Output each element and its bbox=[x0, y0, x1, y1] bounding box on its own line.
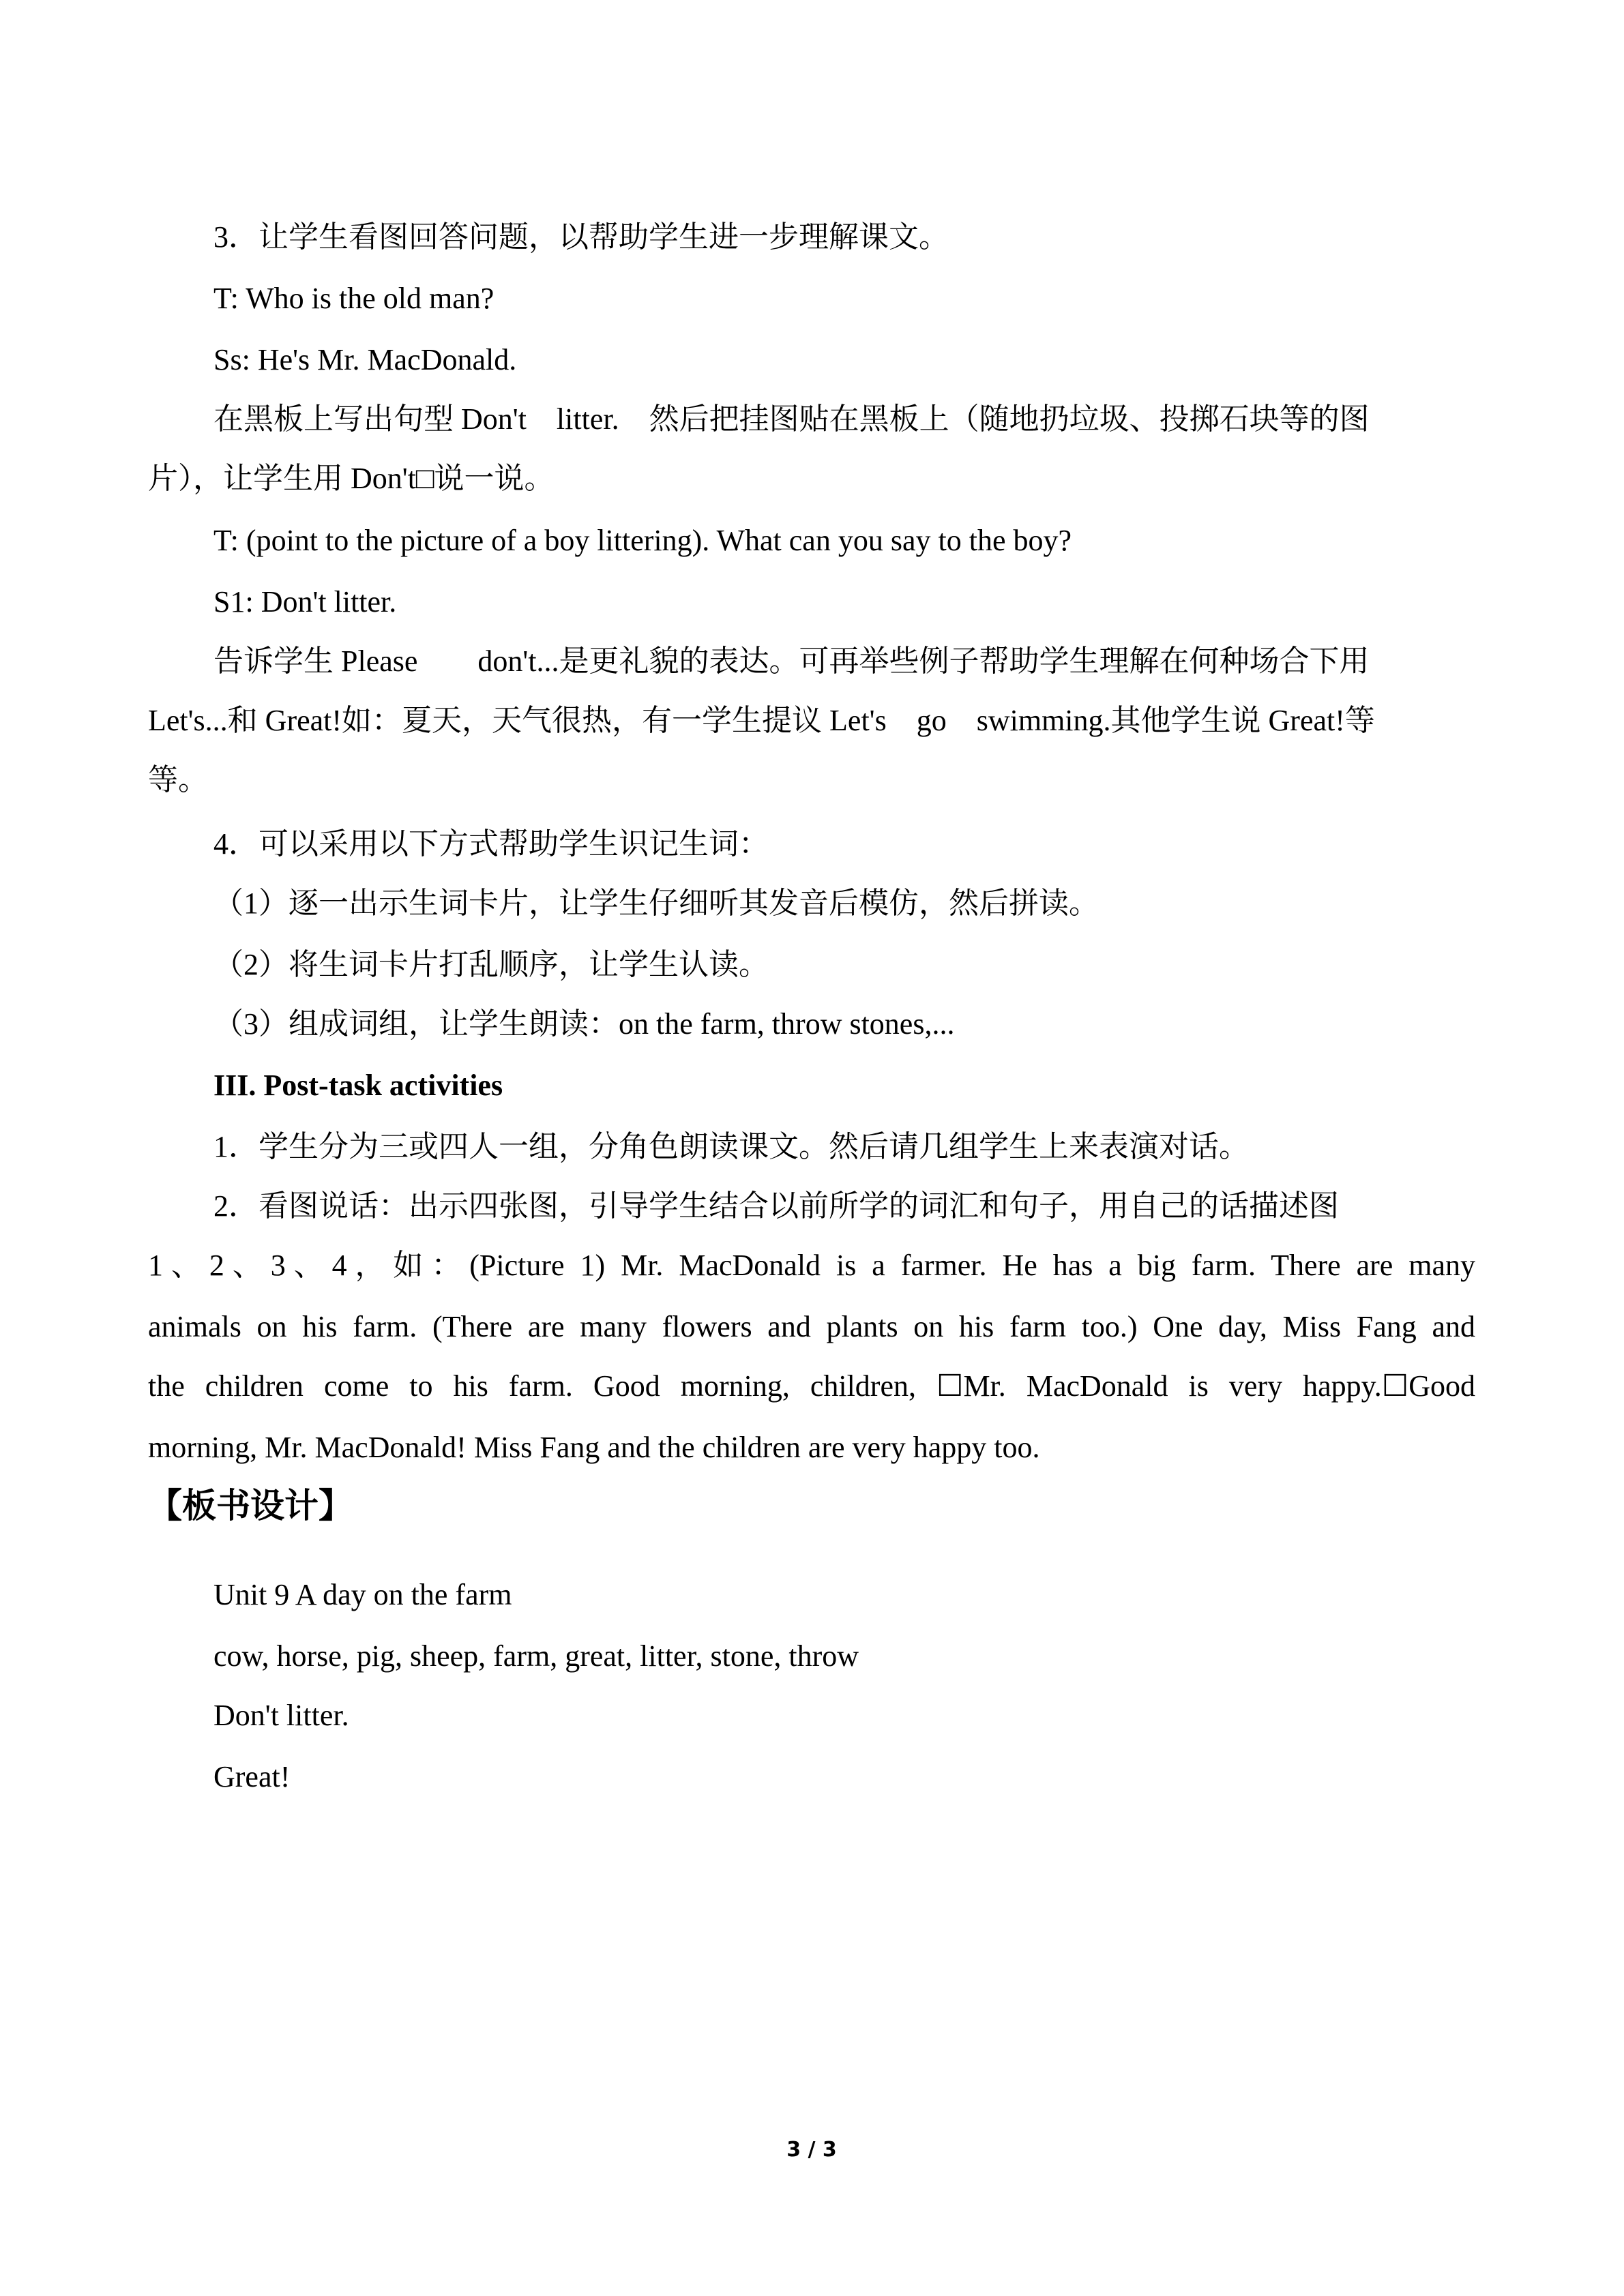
post-task-item-2-line-1: 2．看图说话：出示四张图，引导学生结合以前所学的词汇和句子，用自己的话描述图 bbox=[213, 1189, 1339, 1223]
vocab-method-3: （3）组成词组，让学生朗读：on the farm, throw stones,... bbox=[213, 1007, 955, 1041]
polite-expression-line-2: Let's...和 Great!如：夏天，天气很热，有一学生提议 Let's go swimming.其他学生说 Great!等 bbox=[148, 704, 1375, 737]
post-task-title: III. Post-task activities bbox=[213, 1069, 503, 1102]
teacher-question-1: T: Who is the old man? bbox=[213, 282, 494, 315]
step-3-instruction: 3．让学生看图回答问题，以帮助学生进一步理解课文。 bbox=[213, 220, 949, 254]
board-vocabulary: cow, horse, pig, sheep, farm, great, litter, stone, throw bbox=[213, 1639, 859, 1673]
page-number: 3 / 3 bbox=[786, 2138, 837, 2162]
board-phrase-great: Great! bbox=[213, 1760, 291, 1793]
vocab-method-1: （1）逐一出示生词卡片，让学生仔细听其发音后模仿，然后拼读。 bbox=[213, 886, 1099, 920]
student-answer-1: Ss: He's Mr. MacDonald. bbox=[213, 343, 517, 376]
post-task-item-2-line-2: 1、2、3、4，如：(Picture 1) Mr. MacDonald is a farmer. He has a big farm. There are many bbox=[148, 1249, 1475, 1282]
post-task-item-2-line-4: the children come to his farm. Good morning, children, ☐Mr. MacDonald is very happy.☐Good bbox=[148, 1369, 1475, 1403]
polite-expression-line-1: 告诉学生 Please don't...是更礼貌的表达。可再举些例子帮助学生理解在何种场合下用 bbox=[213, 644, 1370, 678]
board-instruction-line-2: 片），让学生用 Don't□说一说。 bbox=[148, 462, 555, 495]
board-phrase-dont-litter: Don't litter. bbox=[213, 1699, 349, 1732]
vocab-method-2: （2）将生词卡片打乱顺序，让学生认读。 bbox=[213, 948, 769, 981]
board-design-heading: 【板书设计】 bbox=[148, 1486, 353, 1525]
board-instruction-line-1: 在黑板上写出句型 Don't litter. 然后把挂图贴在黑板上（随地扔垃圾、投掷石块等的图 bbox=[213, 402, 1370, 436]
post-task-item-1: 1．学生分为三或四人一组，分角色朗读课文。然后请几组学生上来表演对话。 bbox=[213, 1130, 1249, 1163]
polite-expression-line-3: 等。 bbox=[148, 763, 208, 796]
teacher-question-2: T: (point to the picture of a boy littering). What can you say to the boy? bbox=[213, 524, 1072, 557]
post-task-item-2-line-3: animals on his farm. (There are many flowers and plants on his farm too.) One day, Miss Fang and bbox=[148, 1310, 1475, 1343]
student-answer-2: S1: Don't litter. bbox=[213, 585, 397, 618]
board-unit-title: Unit 9 A day on the farm bbox=[213, 1578, 512, 1611]
step-4-instruction: 4．可以采用以下方式帮助学生识记生词： bbox=[213, 827, 769, 861]
post-task-item-2-line-5: morning, Mr. MacDonald! Miss Fang and the children are very happy too. bbox=[148, 1431, 1040, 1464]
